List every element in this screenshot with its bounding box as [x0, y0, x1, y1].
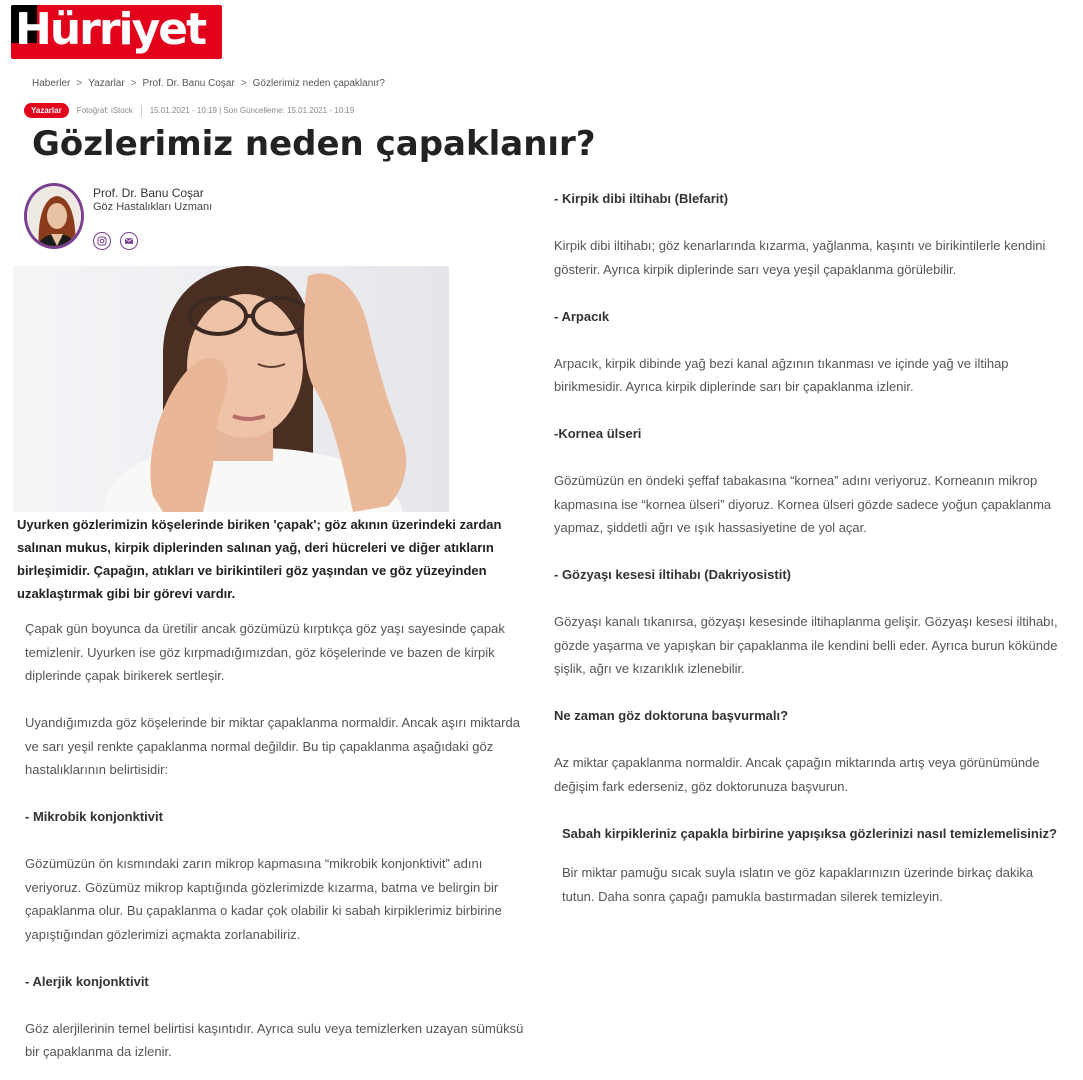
logo-text: Hürriyet	[15, 5, 206, 55]
paragraph: Çapak gün boyunca da üretilir ancak gözümüzü kırptıkça göz yaşı sayesinde çapak temizlenir. Uyurken ise göz kırpmadığımızdan, göz köşelerinde ve bazen de kirpik diplerinde çapak birikerek sertleşir.	[25, 621, 505, 683]
breadcrumb-item-haberler[interactable]: Haberler	[32, 78, 71, 89]
paragraph: Bir miktar pamuğu sıcak suyla ıslatın ve göz kapaklarınızın üzerinde birkaç dakika tutun. Daha sonra çapağı pamukla bastırmadan silerek temizleyin.	[562, 865, 1034, 904]
publish-dates: 15.01.2021 - 10:19 | Son Güncelleme: 15.01.2021 - 10:19	[149, 106, 355, 115]
site-logo[interactable]	[11, 5, 222, 59]
subheading-arpacik: - Arpacık	[554, 308, 610, 324]
paragraph: Uyandığımızda göz köşelerinde bir miktar çapaklanma normaldir. Ancak aşırı miktarda ve sarı yeşil renkte çapaklanma normal değildir. Bu tip çapaklanma aşağıdaki göz hastalıklarının belirtisidir:	[25, 715, 520, 777]
subheading-kornea: -Kornea ülseri	[554, 426, 642, 441]
hero-image	[13, 266, 449, 512]
page-title: Gözlerimiz neden çapaklanır?	[32, 124, 596, 164]
paragraph: Kirpik dibi iltihabı; göz kenarlarında kızarma, yağlanma, kaşıntı ve birikintilerle kendini gösterir. Ayrıca kirpik diplerinde sarı veya yeşil çapaklanma görülebilir.	[554, 238, 1046, 277]
paragraph: Gözyaşı kanalı tıkanırsa, gözyaşı kesesinde iltihaplanma gelişir. Gözyaşı kesesi iltihabı, gözde yaşarma ve yapışkan bir çapaklanma ile kendini belli eder. Ayrıca burun kökünde şişlik, ağrı ve kızarıklık izlenebilir.	[554, 614, 1058, 676]
mail-icon[interactable]	[120, 232, 138, 250]
breadcrumb	[32, 78, 385, 89]
article-lead: Uyurken gözlerimizin köşelerinde biriken 'çapak'; göz akının üzerindeki zardan salınan mukus, kirpik diplerinden salınan yağ, deri hücreleri ve diğer atıkların birleşimidir. Çapağın, atıkları ve birikintileri göz yaşından ve göz yüzeyinden uzaklaştırmak gibi bir görevi vardır.	[17, 517, 502, 601]
subheading-blefarit: - Kirpik dibi iltihabı (Blefarit)	[554, 191, 729, 206]
category-badge[interactable]: Yazarlar	[24, 103, 69, 118]
meta-divider	[141, 105, 142, 117]
paragraph: Gözümüzün en öndeki şeffaf tabakasına “kornea” adını veriyoruz. Korneanın mikrop kapmasına ise “kornea ülseri” diyoruz. Kornea ülseri gözde sadece yoğun çapaklanma yapmaz, şiddetli ağrı ve ışık hassasiyetine de yol açar.	[554, 473, 1052, 535]
subheading-alerjik: - Alerjik konjonktivit	[25, 973, 149, 989]
paragraph: Göz alerjilerinin temel belirtisi kaşıntıdır. Ayrıca sulu veya temizlerken uzayan sümüksü bir çapaklanma da izlenir.	[25, 1020, 524, 1059]
instagram-icon[interactable]	[93, 232, 111, 250]
paragraph: Az miktar çapaklanma normaldir. Ancak çapağın miktarında artış veya görünümünde değişim fark ederseniz, göz doktorunuza başvurun.	[554, 755, 1040, 794]
subheading-doctor: Ne zaman göz doktoruna başvurmalı?	[554, 708, 789, 723]
breadcrumb-separator: >	[76, 78, 83, 89]
article-body-left	[25, 617, 535, 1080]
breadcrumb-separator: >	[130, 78, 137, 89]
photo-credit: Fotoğraf: iStock	[76, 106, 133, 115]
article-meta	[24, 103, 354, 118]
article-body-right	[554, 187, 1064, 932]
breadcrumb-separator: >	[240, 78, 247, 89]
breadcrumb-item-author[interactable]: Prof. Dr. Banu Coşar	[142, 78, 235, 89]
breadcrumb-item-yazarlar[interactable]: Yazarlar	[88, 78, 125, 89]
author-title: Göz Hastalıkları Uzmanı	[93, 201, 213, 213]
subheading-dakriyosistit: - Gözyaşı kesesi iltihabı (Dakriyosistit)	[554, 567, 791, 582]
paragraph: Arpacık, kirpik dibinde yağ bezi kanal ağzının tıkanması ve içinde yağ ve iltihap birikmesidir. Ayrıca kirpik diplerinde sarı bir çapaklanma izlenir.	[554, 355, 1009, 394]
author-avatar[interactable]	[24, 183, 84, 249]
breadcrumb-item-current: Gözlerimiz neden çapaklanır?	[252, 78, 385, 89]
author-name[interactable]: Prof. Dr. Banu Coşar	[93, 186, 204, 200]
subheading-cleaning: Sabah kirpikleriniz çapakla birbirine yapışıksa gözlerinizi nasıl temizlemelisiniz?	[562, 825, 1057, 841]
subheading-mikrobik: - Mikrobik konjonktivit	[25, 809, 163, 824]
paragraph: Gözümüzün ön kısmındaki zarın mikrop kapmasına “mikrobik konjonktivit” adını veriyoruz. Gözümüz mikrop kaptığında gözlerimizde kızarma, batma ve belirgin bir çapaklanma olur. Bu çapaklanma o kadar çok olabilir ki sabah kirpiklerimiz birbirine yapıştığından gözlerimizi açmakta zorlanabiliriz.	[25, 856, 502, 942]
